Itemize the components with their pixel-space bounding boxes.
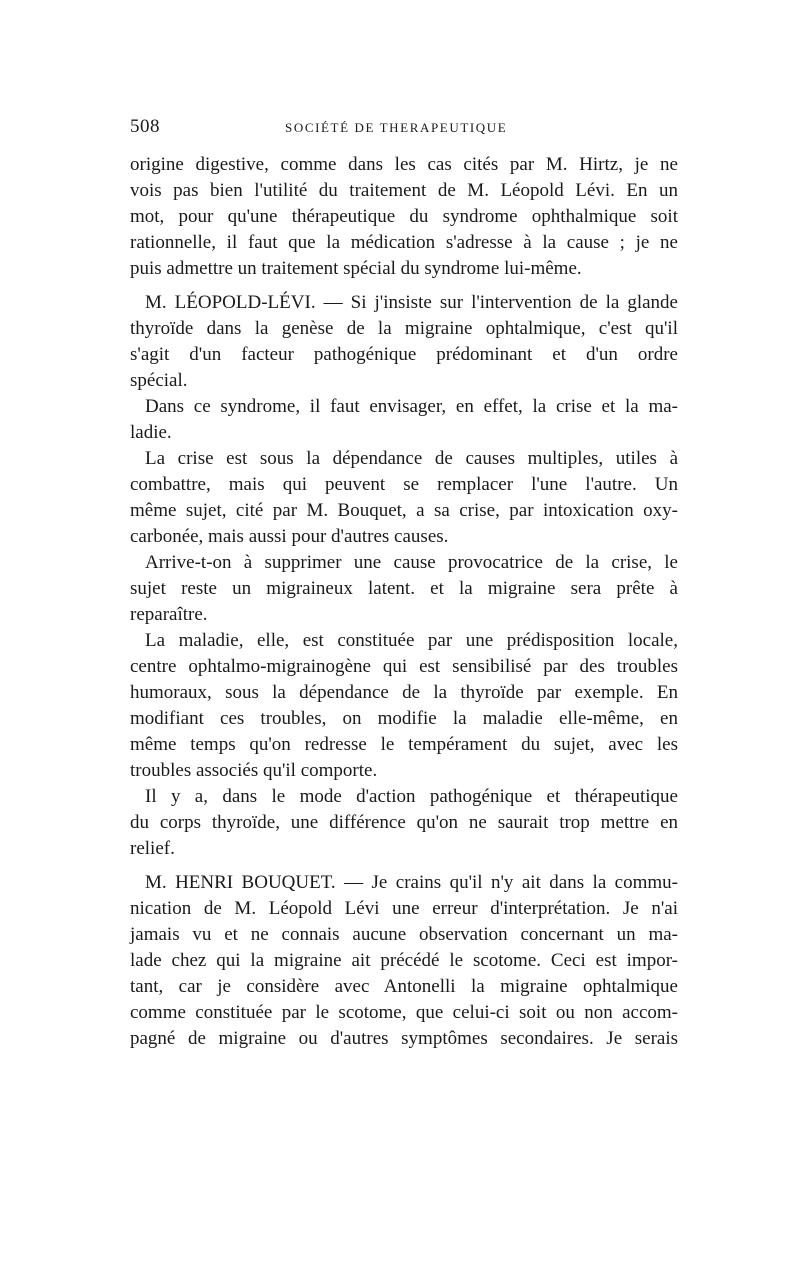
text-line: carbonée, mais aussi pour d'autres causes. [130,526,449,547]
text-line: lade chez qui la migraine ait précédé le scotome. Ceci est impor- [130,950,678,971]
text-line: s'agit d'un facteur pathogénique prédominant et d'un ordre [130,344,678,365]
text-line: tant, car je considère avec Antonelli la migraine ophtalmique [130,976,678,997]
speaker-paragraph-levi: M. LÉOPOLD-LÉVI. — Si j'insiste sur l'intervention de la glande [145,292,678,313]
text-line: jamais vu et ne connais aucune observation concernant un ma- [130,924,678,945]
text-line: comme constituée par le scotome, que celui-ci soit ou non accom- [130,1002,678,1023]
speaker-paragraph-bouquet: M. HENRI BOUQUET. — Je crains qu'il n'y ait dans la commu- [145,872,678,893]
text-line: centre ophtalmo-migrainogène qui est sensibilisé par des troubles [130,656,678,677]
text-line: La crise est sous la dépendance de causes multiples, utiles à [145,448,678,469]
page-number: 508 [130,116,160,137]
text-line: relief. [130,838,175,859]
page-header [130,116,678,138]
text-line: modifiant ces troubles, on modifie la maladie elle-même, en [130,708,678,729]
text-line: rationnelle, il faut que la médication s'adresse à la cause ; je ne [130,232,678,253]
text-line: Arrive-t-on à supprimer une cause provocatrice de la crise, le [145,552,678,573]
text-line: thyroïde dans la genèse de la migraine ophtalmique, c'est qu'il [130,318,678,339]
text-line: mot, pour qu'une thérapeutique du syndrome ophthalmique soit [130,206,678,227]
text-line: puis admettre un traitement spécial du syndrome lui-même. [130,258,582,279]
text-line: sujet reste un migraineux latent. et la migraine sera prête à [130,578,678,599]
text-line: vois pas bien l'utilité du traitement de M. Léopold Lévi. En un [130,180,678,201]
text-line: pagné de migraine ou d'autres symptômes secondaires. Je serais [130,1028,678,1049]
text-line: même sujet, cité par M. Bouquet, a sa crise, par intoxication oxy- [130,500,678,521]
text-line: troubles associés qu'il comporte. [130,760,378,781]
text-line: Dans ce syndrome, il faut envisager, en effet, la crise et la ma- [145,396,678,417]
text-line: reparaître. [130,604,208,625]
text-line: même temps qu'on redresse le tempérament du sujet, avec les [130,734,678,755]
text-line: nication de M. Léopold Lévi une erreur d'interprétation. Je n'ai [130,898,678,919]
text-line: origine digestive, comme dans les cas cités par M. Hirtz, je ne [130,154,678,175]
text-line: Il y a, dans le mode d'action pathogénique et thérapeutique [145,786,678,807]
text-line: ladie. [130,422,172,443]
text-line: combattre, mais qui peuvent se remplacer l'une l'autre. Un [130,474,678,495]
text-line: La maladie, elle, est constituée par une prédisposition locale, [145,630,678,651]
text-line: spécial. [130,370,188,391]
running-title: SOCIÉTÉ DE THERAPEUTIQUE [285,120,508,135]
text-line: humoraux, sous la dépendance de la thyroïde par exemple. En [130,682,678,703]
text-line: du corps thyroïde, une différence qu'on ne saurait trop mettre en [130,812,678,833]
